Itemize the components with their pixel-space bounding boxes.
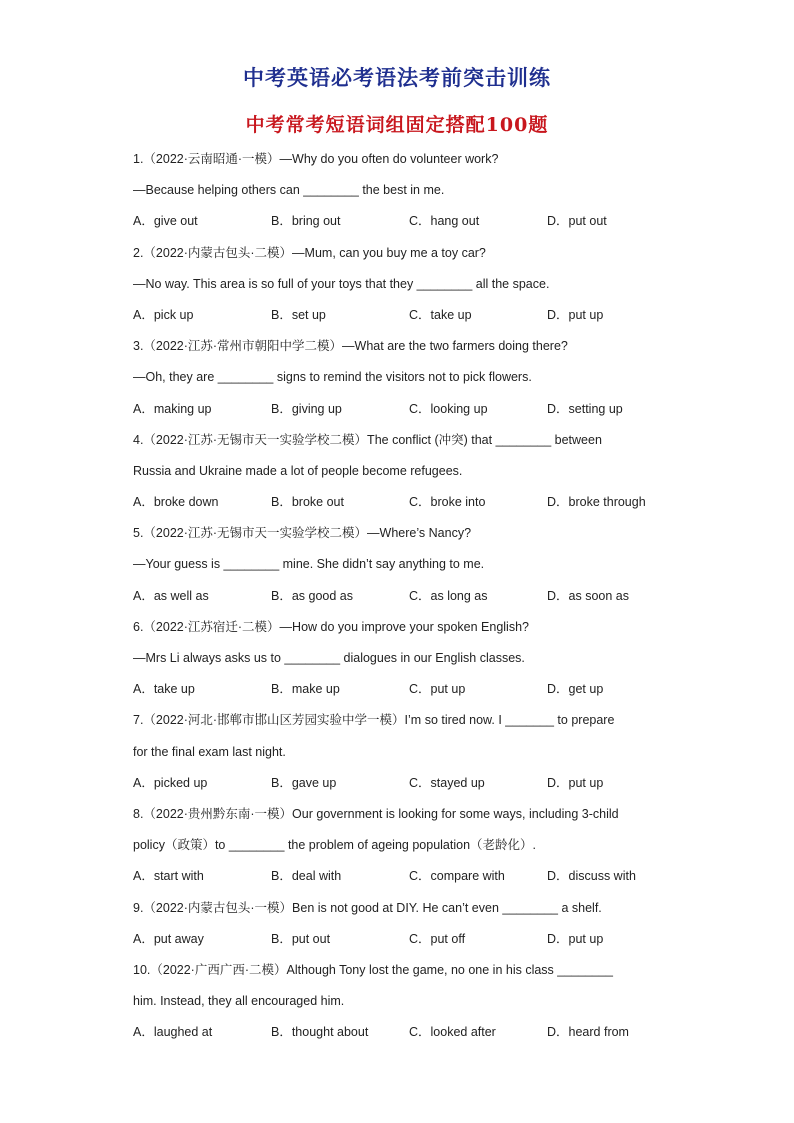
answer-options <box>133 774 673 805</box>
answer-option: B．put out <box>271 931 331 946</box>
answer-options <box>133 680 673 711</box>
answer-option: D．as soon as <box>547 588 629 603</box>
question-stem: 8.（2022·贵州黔东南·一模）Our government is looking for some ways, including 3-child <box>133 806 619 821</box>
answer-option: B．broke out <box>271 495 344 510</box>
answer-options <box>133 930 673 961</box>
question-continuation: —Your guess is ________ mine. She didn’t say anything to me. <box>133 557 485 572</box>
answer-option: C．broke into <box>409 495 486 510</box>
answer-option: D．put up <box>547 931 604 946</box>
answer-option: B．thought about <box>271 1025 369 1040</box>
question-item <box>133 618 673 712</box>
answer-options <box>133 867 673 898</box>
answer-options <box>133 587 673 618</box>
answer-option: B．as good as <box>271 588 353 603</box>
question-continuation: —Mrs Li always asks us to ________ dialogues in our English classes. <box>133 651 525 665</box>
page-title: 中考英语必考语法考前突击训练 <box>243 65 551 90</box>
answer-option: D．put out <box>547 214 607 229</box>
question-stem: 6.（2022·江苏宿迁·二模）—How do you improve your spoken English? <box>133 619 529 634</box>
answer-option: A．pick up <box>133 307 194 322</box>
answer-option: C．stayed up <box>409 775 485 790</box>
answer-option: C．compare with <box>409 869 505 884</box>
answer-option: A．put away <box>133 931 204 946</box>
question-stem: 5.（2022·江苏·无锡市天一实验学校二模）—Where’s Nancy? <box>133 526 472 541</box>
answer-option: A．making up <box>133 401 212 416</box>
question-stem: 9.（2022·内蒙古包头·一模）Ben is not good at DIY. He can’t even ________ a shelf. <box>133 900 602 915</box>
question-continuation: for the final exam last night. <box>133 744 286 759</box>
answer-option: C．hang out <box>409 214 480 229</box>
answer-option: C．put off <box>409 931 466 946</box>
answer-option: A．as well as <box>133 588 209 603</box>
answer-option: B．set up <box>271 307 326 322</box>
answer-option: D．put up <box>547 775 604 790</box>
question-continuation: —Oh, they are ________ signs to remind the visitors not to pick flowers. <box>133 370 532 385</box>
question-stem: 4.（2022·江苏·无锡市天一实验学校二模）The conflict (冲突) that ________ between <box>133 432 602 447</box>
question-stem: 2.（2022·内蒙古包头·二模）—Mum, can you buy me a toy car? <box>133 245 486 260</box>
answer-option: D．discuss with <box>547 869 636 884</box>
page-subtitle: 中考常考短语词组固定搭配100题 <box>245 114 549 136</box>
question-item <box>133 805 673 899</box>
answer-options <box>133 1023 673 1054</box>
answer-options <box>133 400 673 431</box>
answer-option: D．put up <box>547 307 604 322</box>
answer-options <box>133 212 673 243</box>
question-continuation: —Because helping others can ________ the best in me. <box>133 183 445 198</box>
question-stem: 10.（2022·广西广西·二模）Although Tony lost the game, no one in his class ________ <box>133 962 613 977</box>
question-continuation: —No way. This area is so full of your toys that they ________ all the space. <box>133 276 550 291</box>
answer-option: A．take up <box>133 682 195 697</box>
answer-option: C．put up <box>409 682 466 697</box>
answer-option: C．looked after <box>409 1025 496 1040</box>
question-item <box>133 337 673 431</box>
answer-option: C．take up <box>409 307 472 322</box>
answer-option: B．deal with <box>271 869 342 884</box>
question-continuation: Russia and Ukraine made a lot of people become refugees. <box>133 463 463 478</box>
answer-option: A．picked up <box>133 775 208 790</box>
answer-option: D．broke through <box>547 495 646 510</box>
answer-option: A．start with <box>133 869 204 884</box>
answer-option: B．gave up <box>271 775 337 790</box>
answer-option: A．give out <box>133 214 198 229</box>
answer-option: D．heard from <box>547 1025 629 1040</box>
question-stem: 7.（2022·河北·邯郸市邯山区芳园实验中学一模）I’m so tired now. I _______ to prepare <box>133 713 615 728</box>
answer-option: C．as long as <box>409 588 488 603</box>
answer-option: A．broke down <box>133 495 219 510</box>
question-list <box>133 150 673 1054</box>
question-item <box>133 431 673 525</box>
answer-option: B．giving up <box>271 401 342 416</box>
question-item <box>133 150 673 244</box>
question-item <box>133 524 673 618</box>
question-stem: 3.（2022·江苏·常州市朝阳中学二模）—What are the two farmers doing there? <box>133 339 568 354</box>
question-continuation: him. Instead, they all encouraged him. <box>133 994 345 1009</box>
question-item <box>133 244 673 338</box>
answer-option: B．make up <box>271 682 340 697</box>
answer-option: B．bring out <box>271 214 341 229</box>
question-item <box>133 711 673 805</box>
question-item <box>133 899 673 961</box>
question-stem: 1.（2022·云南昭通·一模）—Why do you often do volunteer work? <box>133 152 499 166</box>
answer-option: C．looking up <box>409 401 488 416</box>
question-continuation: policy（政策）to ________ the problem of ageing population（老龄化）. <box>133 838 536 853</box>
answer-option: D．setting up <box>547 401 623 416</box>
answer-options <box>133 306 673 337</box>
answer-options <box>133 493 673 524</box>
answer-option: A．laughed at <box>133 1025 213 1040</box>
question-item <box>133 961 673 1055</box>
answer-option: D．get up <box>547 682 604 697</box>
